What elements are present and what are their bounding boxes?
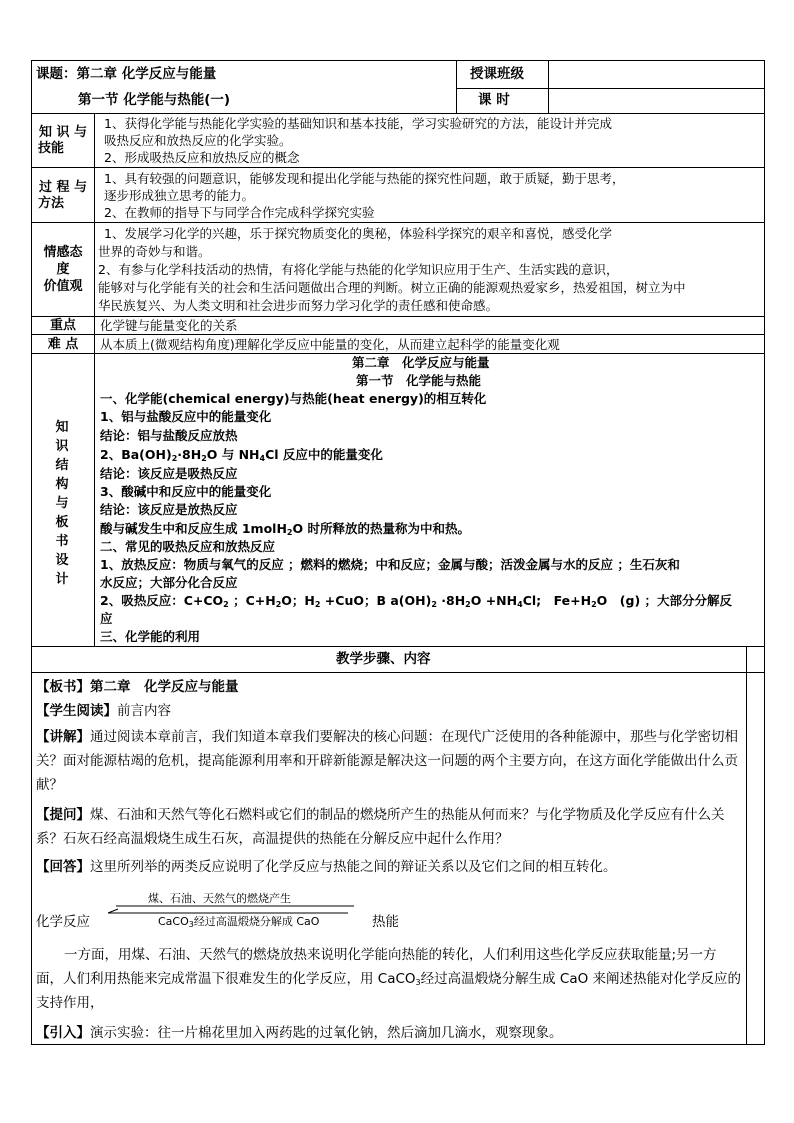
rule-steps-right-1 (746, 646, 747, 1044)
para-answer (36, 855, 742, 879)
board-barium-sub: 2 (171, 454, 178, 463)
emotion-label-line-2: 度 (56, 262, 70, 277)
rule-after-key (31, 334, 765, 335)
para-reading (36, 699, 742, 723)
emotion-line: 华民族复兴、为人类文明和社会进步而努力学习化学的责任感和使命感。 (98, 298, 499, 313)
para-text: 一方面，用煤、石油、天然气的燃烧放热来说明化学能向热能的转化，人们利用这些化学反应获取能量;另一方面，人们利用热能来完成常温下很难发生的化学反应，用 CaCO (36, 947, 717, 987)
rule-label-col (94, 113, 95, 646)
board-line: 结论：该反应是吸热反应 (100, 466, 238, 481)
board-line: 结论：该反应是放热反应 (100, 502, 238, 517)
para-tag: 【提问】 (36, 807, 90, 823)
rule-header-split-2 (548, 60, 549, 113)
para-text: 这里所列举的两类反应说明了化学反应与热能之间的辩证关系以及它们之间的相互转化。 (90, 859, 617, 875)
knowledge-label-line-2: 技能 (38, 141, 65, 156)
emotion-line: 2、有参与化学科技活动的热情，有将化学能与热能的化学知识应用于生产、生活实践的意识， (98, 262, 619, 277)
topic-title: 课题：第二章 化学反应与能量 (36, 66, 217, 82)
board-barium-text: 2、Ba(OH) (100, 447, 172, 462)
para-tag: 【学生阅读】 (36, 703, 117, 719)
rule-right (764, 60, 765, 1045)
board-endo-text: +CuO；B a(OH) (320, 593, 432, 608)
process-label (32, 180, 94, 212)
diagram-bottom-sub: 3 (188, 920, 194, 929)
para-text: 通过阅读本章前言，我们知道本章我们要解决的核心问题：在现代广泛使用的各种能源中，那些与化学密切相关？面对能源枯竭的危机，提高能源利用率和开辟新能源是解决这一问题的两个主要方向，在这方面化学能做出什么贡献？ (36, 729, 738, 793)
steps-header: 教学步骤、内容 (336, 651, 431, 667)
para-tag: 【板书】 (36, 679, 90, 695)
rule-header-split-1 (456, 60, 457, 113)
emotion-label-line-1: 情感态 (43, 245, 83, 260)
board-title-chapter: 第二章 化学反应与能量 (352, 355, 490, 370)
board-neutral-text: O 时所释放的热量称为中和热。 (292, 521, 470, 536)
board-neutral-text: 酸与碱发生中和反应生成 1molH (100, 521, 287, 536)
para-text: 第二章 化学反应与能量 (90, 679, 239, 695)
process-label-line-2: 方法 (38, 196, 65, 211)
diagram-right-label: 热能 (372, 914, 399, 930)
board-line-neutral-heat (100, 520, 470, 537)
board-endo-text: O +NH (470, 593, 518, 608)
emotion-line: 世界的奇妙与和谐。 (98, 244, 211, 259)
board-neutral-sub: 2 (286, 528, 293, 537)
class-label: 授课班级 (470, 66, 524, 82)
emotion-label (32, 244, 94, 295)
rule-after-steps-header (31, 672, 765, 673)
board-label: 知识结构与板书设计 (55, 420, 69, 587)
key-label: 重点 (49, 318, 76, 333)
board-barium-sub: 2 (201, 454, 207, 463)
board-endo-text: ·8H (436, 593, 466, 608)
board-line-endothermic (100, 592, 732, 609)
knowledge-line: 1、获得化学能与热能化学实验的基础知识和基本技能，学习实验研究的方法，能设计并完成 (104, 116, 612, 131)
board-endo-text: ；C+H (228, 593, 276, 608)
para-tag: 【引入】 (36, 1025, 90, 1041)
knowledge-line: 吸热反应和放热反应的化学实验。 (104, 133, 292, 148)
board-endo-sub: 2 (431, 600, 437, 609)
diagram-bottom-text: CaCO (158, 915, 189, 928)
board-endo-sub: 2 (314, 600, 321, 609)
board-barium-text: O 与 NH (206, 447, 260, 462)
board-endo-sub: 2 (223, 600, 229, 609)
diagram-top-label: 煤、石油、天然气的燃烧产生 (148, 892, 291, 905)
para-text: 演示实验：往一片棉花里加入两药匙的过氧化钠，然后滴加几滴水，观察现象。 (90, 1025, 563, 1041)
knowledge-label (32, 125, 94, 157)
board-title-section: 第一节 化学能与热能 (356, 373, 482, 388)
emotion-line: 能够对与化学能有关的社会和生活问题做出合理的判断。树立正确的能源观热爱家乡，热爱祖国，树立为中 (98, 280, 686, 295)
para-board (36, 675, 742, 699)
board-endo-text: O (g) ；大部分分解反 (596, 593, 733, 608)
board-line: 1、铝与盐酸反应中的能量变化 (100, 409, 272, 424)
board-line: 水反应；大部分化合反应 (100, 575, 238, 590)
board-line: 二、常见的吸热反应和放热反应 (100, 539, 276, 554)
emotion-label-line-3: 价值观 (43, 279, 83, 294)
diagram-bottom-text: 经过高温煅烧分解成 CaO (193, 915, 320, 928)
board-endo-text: Cl; Fe+H (522, 593, 592, 608)
board-barium-text: ·8H (177, 447, 202, 462)
difficulty-text: 从本质上(微观结构角度)理解化学反应中能量的变化，从而建立起科学的能量变化观 (100, 337, 560, 352)
board-line: 应 (100, 611, 113, 626)
para-text: 前言内容 (117, 703, 171, 719)
para-explain (36, 725, 742, 797)
knowledge-label-line-1: 知 识 与 (38, 125, 88, 140)
knowledge-line: 2、形成吸热反应和放热反应的概念 (104, 150, 300, 165)
board-endo-sub: 2 (465, 600, 471, 609)
para-explanation (36, 943, 742, 1015)
board-endo-sub: 2 (591, 600, 597, 609)
emotion-line: 1、发展学习化学的兴趣，乐于探究物质变化的奥秘，体验科学探究的艰辛和喜悦，感受化学 (104, 226, 612, 241)
para-text: 煤、石油和天然气等化石燃料或它们的制品的燃烧所产生的热能从何而来？与化学物质及化学反应有什么关系？石灰石经高温煅烧生成生石灰，高温提供的热能在分解反应中起什么作用？ (36, 807, 725, 847)
diagram-left-label: 化学反应 (36, 914, 90, 930)
para-tag: 【讲解】 (36, 729, 90, 745)
process-line: 2、在教师的指导下与同学合作完成科学探究实验 (104, 205, 375, 220)
rule-after-knowledge (31, 167, 765, 168)
board-endo-sub: 2 (275, 600, 282, 609)
process-line: 1、具有较强的问题意识，能够发现和提出化学能与热能的探究性问题，敢于质疑，勤于思考， (104, 171, 625, 186)
para-sub: 3 (415, 978, 421, 987)
para-tag: 【回答】 (36, 859, 90, 875)
board-barium-text: Cl 反应中的能量变化 (265, 447, 383, 462)
board-line: 3、酸碱中和反应中的能量变化 (100, 484, 272, 499)
board-line: 三、化学能的利用 (100, 629, 201, 644)
rule-after-process (31, 222, 765, 223)
board-barium-sub: 4 (259, 454, 266, 463)
difficulty-label: 难 点 (47, 337, 79, 352)
para-intro (36, 1021, 742, 1045)
board-line-barium (100, 446, 383, 463)
process-line: 逐步形成独立思考的能力。 (104, 188, 255, 203)
para-question (36, 803, 742, 851)
board-endo-text: O；H (281, 593, 315, 608)
process-label-line-1: 过 程 与 (38, 180, 88, 195)
board-line: 1、放热反应：物质与氧气的反应 ；燃料的燃烧；中和反应；金属与酸；活泼金属与水的反应 ；生石灰和 (100, 557, 680, 572)
board-line: 一、化学能(chemical energy)与热能(heat energy)的相互转化 (100, 391, 487, 406)
section-title: 第一节 化学能与热能(一) (78, 92, 231, 108)
rule-after-board (31, 646, 765, 647)
board-endo-text: 2、吸热反应：C+CO (100, 593, 224, 608)
diagram-bottom-label (158, 913, 319, 930)
board-endo-sub: 4 (517, 600, 523, 609)
board-line: 结论：铝与盐酸反应放热 (100, 428, 238, 443)
rule-after-header (31, 113, 765, 114)
rule-header-mid (456, 88, 765, 89)
hours-label: 课 时 (478, 92, 510, 108)
para-text: 经过高温煅烧分解生成 CaO 来阐述热能对化学反应的支持作用， (36, 971, 742, 1011)
key-text: 化学键与能量变化的关系 (100, 318, 238, 333)
rule-top (31, 60, 765, 61)
